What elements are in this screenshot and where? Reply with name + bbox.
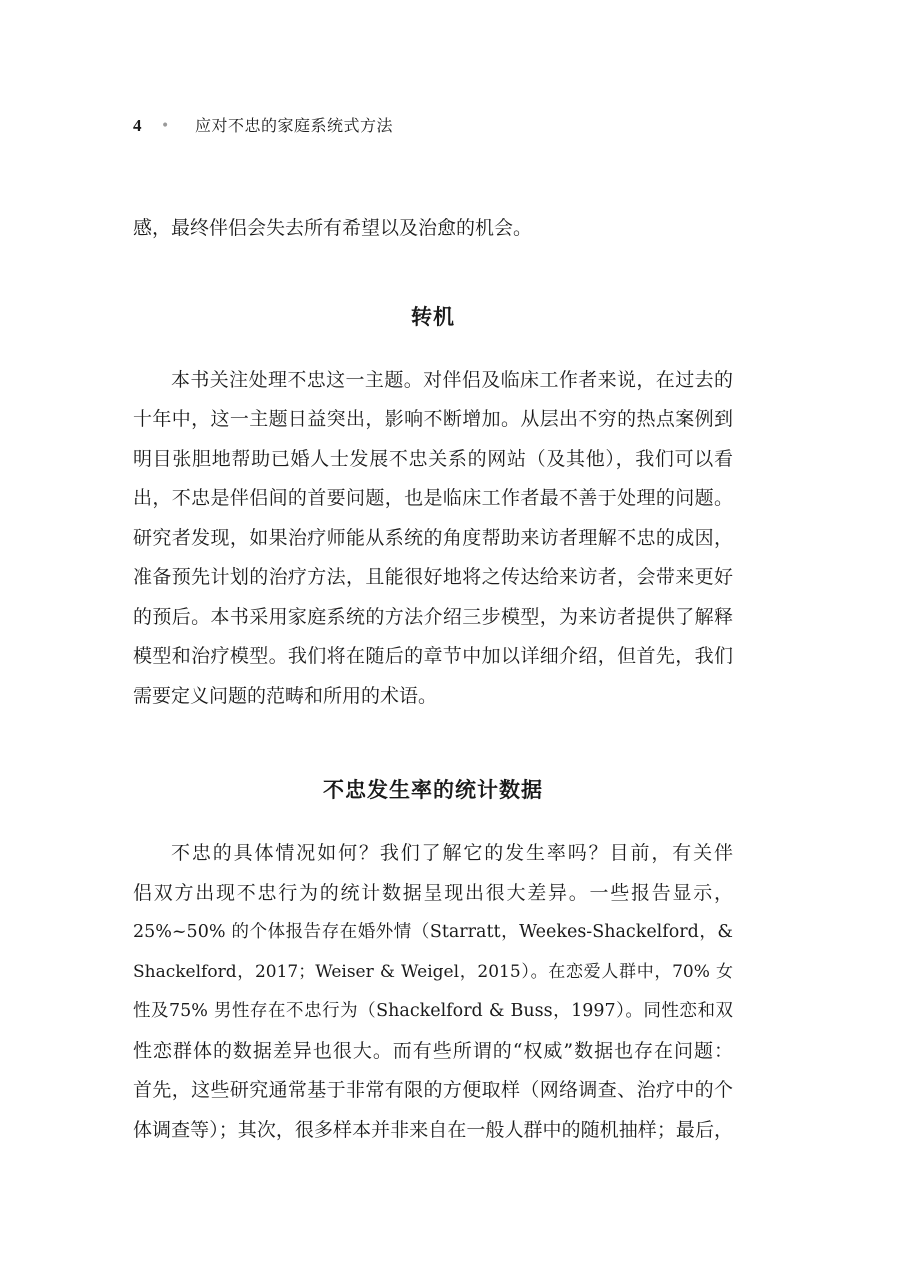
text-line: 侣双方出现不忠行为的统计数据呈现出很大差异。一些报告显示， bbox=[133, 881, 733, 904]
text-line: Shackelford，2017；Weiser & Weigel，2015）。在恋爱人群中，70% 女 bbox=[133, 961, 733, 982]
text-line: 明目张胆地帮助已婚人士发展不忠关系的网站（及其他），我们可以看 bbox=[133, 447, 733, 470]
section-heading-turning-point: 转机 bbox=[411, 304, 455, 329]
header-separator-dot: • bbox=[161, 118, 170, 134]
text-line: 感，最终伴侣会失去所有希望以及治愈的机会。 bbox=[133, 217, 533, 239]
text-line: 本书关注处理不忠这一主题。对伴侣及临床工作者来说，在过去的 bbox=[171, 368, 733, 391]
text-line: 性及75% 男性存在不忠行为（Shackelford & Buss，1997）。同性恋和双 bbox=[133, 1001, 733, 1021]
text-line: 性恋群体的数据差异也很大。而有些所谓的“权威”数据也存在问题： bbox=[133, 1039, 733, 1062]
running-header bbox=[133, 114, 393, 138]
text-line: 的预后。本书采用家庭系统的方法介绍三步模型，为来访者提供了解释 bbox=[133, 605, 733, 628]
text-line: 25%~50% 的个体报告存在婚外情（Starratt，Weekes-Shackelford，& bbox=[133, 922, 733, 942]
text-line: 需要定义问题的范畴和所用的术语。 bbox=[133, 684, 438, 707]
text-line: 不忠的具体情况如何？我们了解它的发生率吗？目前，有关伴 bbox=[171, 842, 733, 864]
text-line: 出，不忠是伴侣间的首要问题，也是临床工作者最不善于处理的问题。 bbox=[133, 487, 733, 509]
page-body bbox=[133, 211, 733, 1152]
text-line: 十年中，这一主题日益突出，影响不断增加。从层出不穷的热点案例到 bbox=[133, 408, 733, 430]
section-heading-statistics: 不忠发生率的统计数据 bbox=[323, 778, 543, 802]
paragraph-turning-point bbox=[133, 363, 733, 719]
text-line: 首先，这些研究通常基于非常有限的方便取样（网络调查、治疗中的个 bbox=[133, 1079, 733, 1101]
continued-paragraph bbox=[133, 211, 733, 251]
text-line: 准备预先计划的治疗方法，且能很好地将之传达给来访者，会带来更好 bbox=[133, 566, 733, 588]
text-line: 体调查等）；其次，很多样本并非来自在一般人群中的随机抽样；最后， bbox=[133, 1118, 733, 1141]
page-number: 4 bbox=[133, 116, 142, 135]
paragraph-statistics bbox=[133, 836, 733, 1152]
text-line: 模型和治疗模型。我们将在随后的章节中加以详细介绍，但首先，我们 bbox=[133, 645, 733, 667]
text-line: 研究者发现，如果治疗师能从系统的角度帮助来访者理解不忠的成因， bbox=[133, 526, 733, 549]
running-title: 应对不忠的家庭系统式方法 bbox=[195, 116, 394, 135]
